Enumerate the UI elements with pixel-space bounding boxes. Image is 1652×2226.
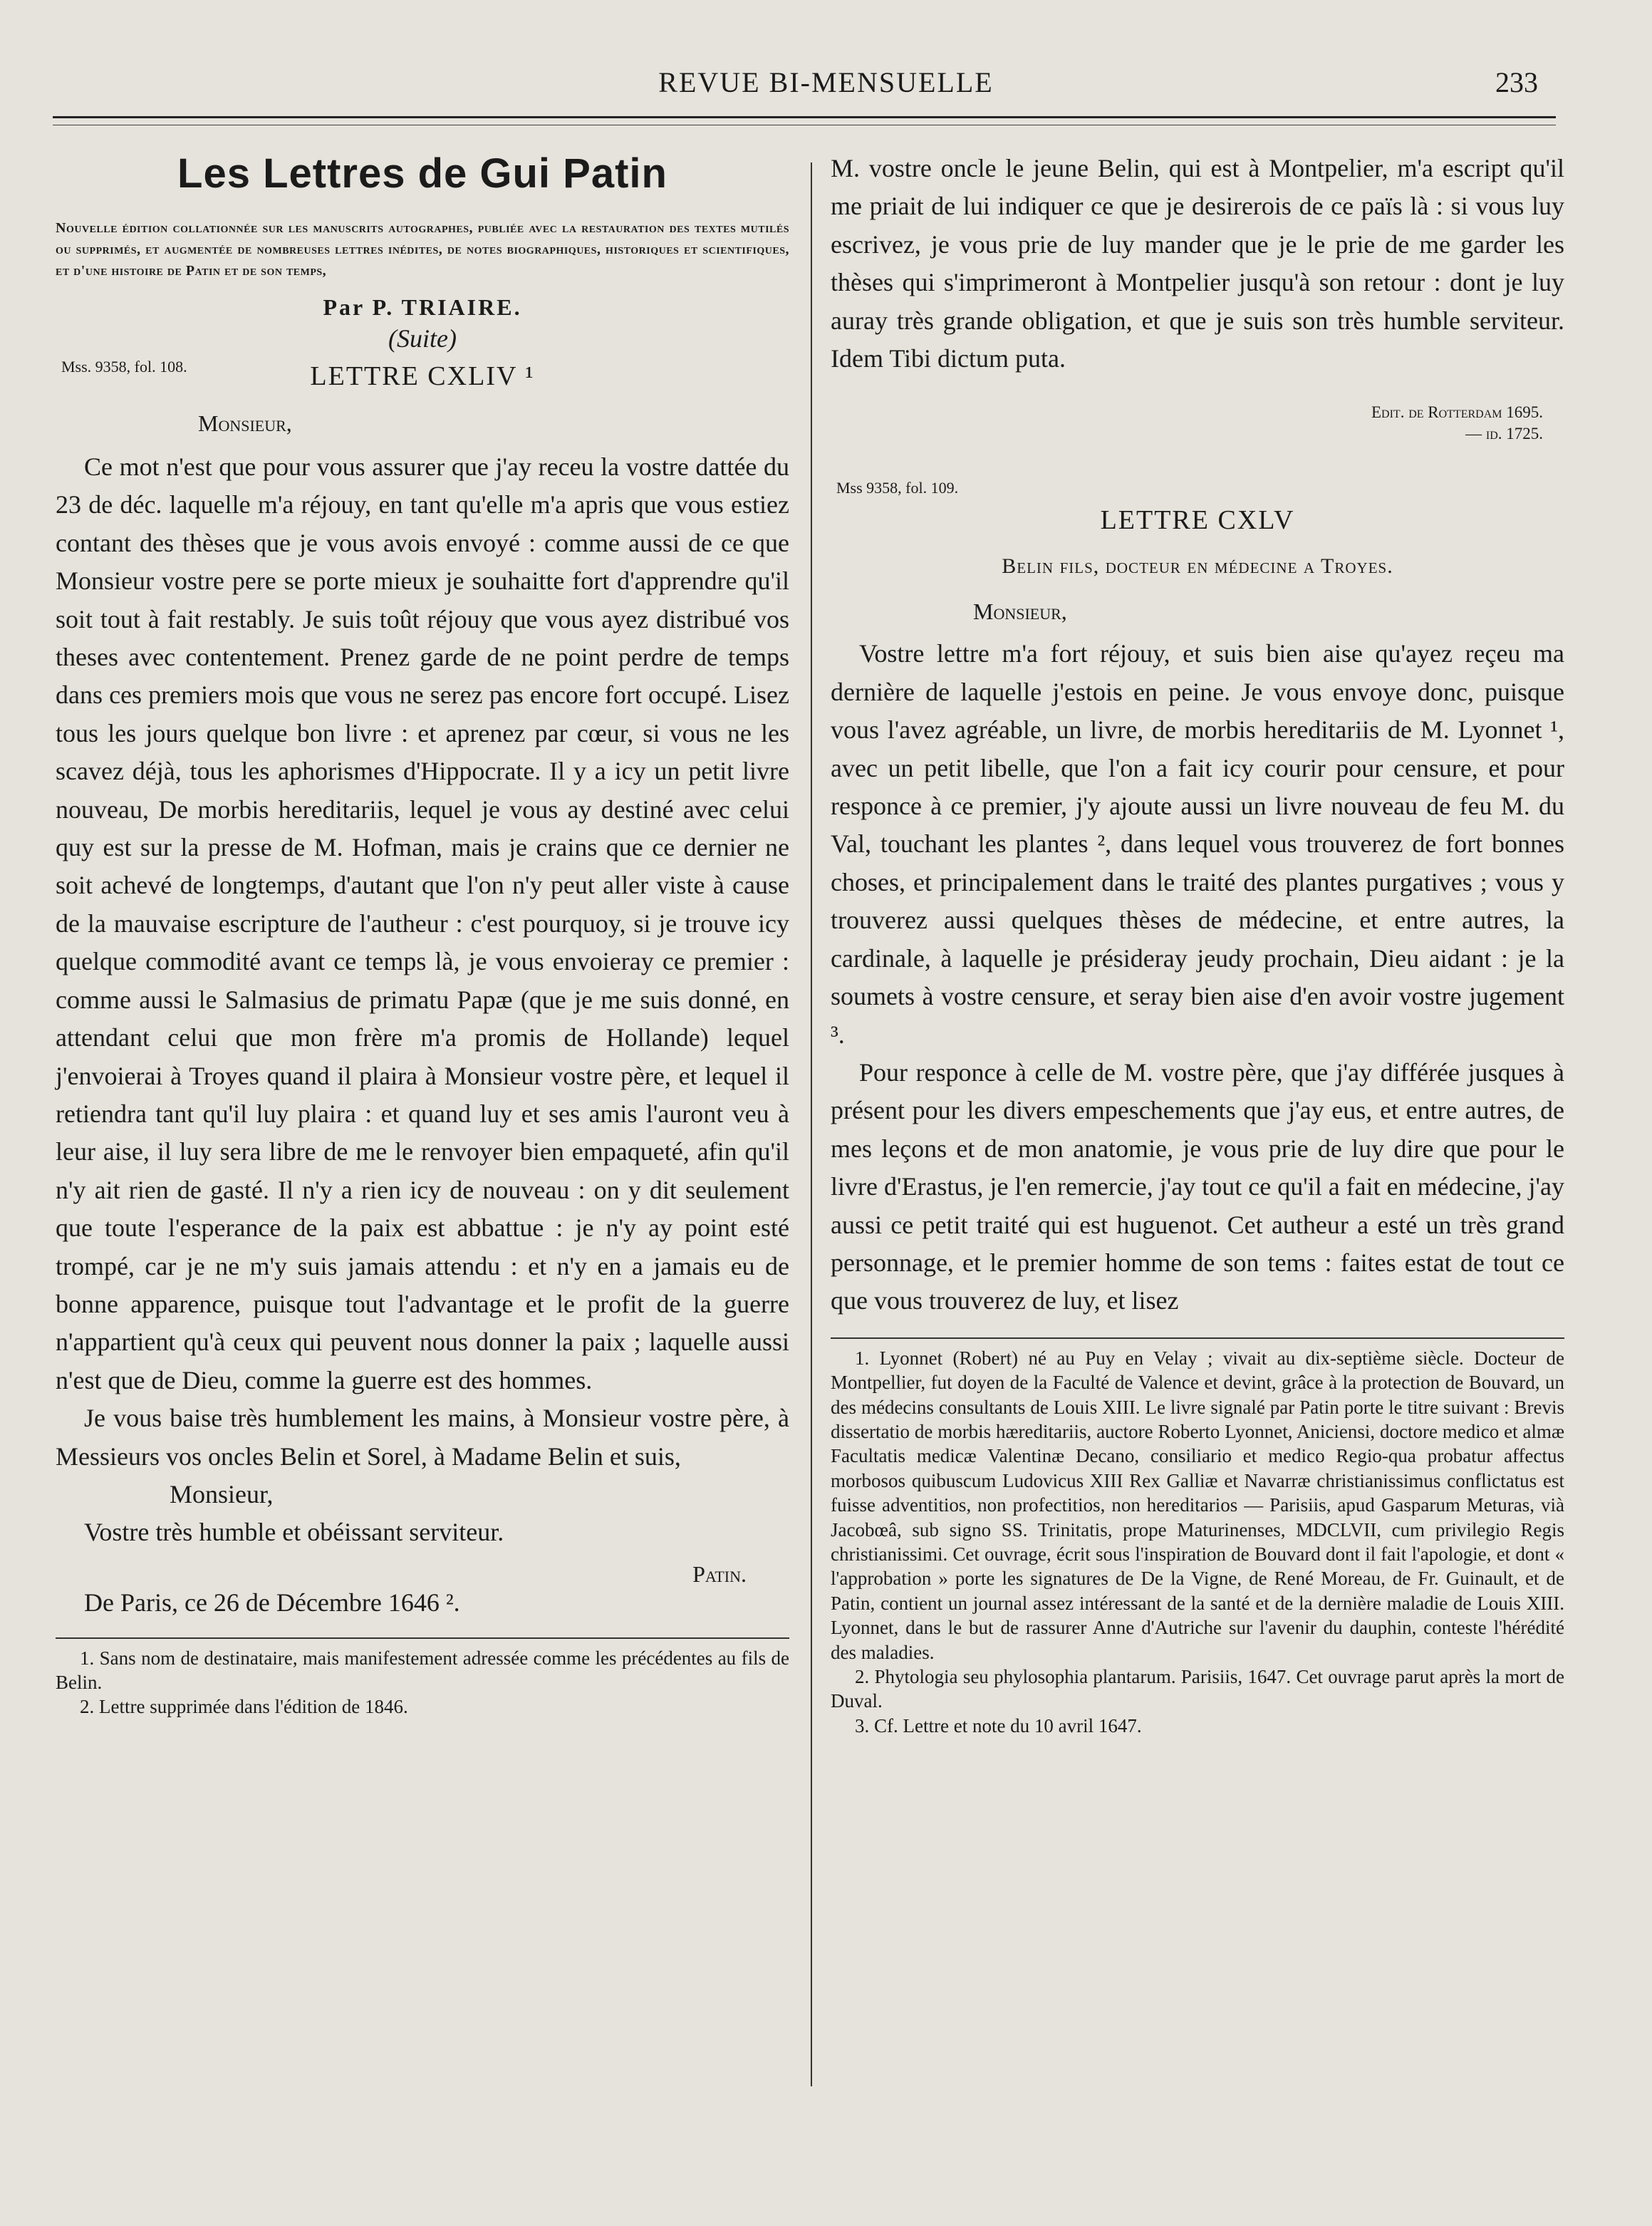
- left-column: [56, 150, 789, 1719]
- edition-reference: Edit. de Rotterdam 1695.: [1371, 403, 1543, 422]
- footnote-rule: [56, 1637, 789, 1639]
- letter-144-title: LETTRE CXLIV ¹: [310, 361, 535, 391]
- column-divider: [811, 162, 812, 2086]
- letter-145-title: LETTRE CXLV: [1100, 505, 1295, 536]
- letter-144-closing: [56, 1476, 789, 1551]
- closing-salutation: Monsieur,: [170, 1479, 274, 1508]
- right-column: [831, 150, 1564, 1738]
- letter-144-paragraph: Je vous baise très humblement les mains, à Monsieur vostre père, à Messieurs vos oncles Belin et Sorel, à Madame Belin et suis,: [56, 1404, 789, 1471]
- letter-144-footnotes: [56, 1646, 789, 1719]
- footnote: 1. Sans nom de destinataire, mais manifestement adressée comme les précédentes au fils de Belin.: [56, 1647, 789, 1693]
- letter-144-continuation: [831, 150, 1564, 378]
- letter-145-body: [831, 635, 1564, 1320]
- closing-formula: Vostre très humble et obéissant serviteur.: [84, 1517, 504, 1546]
- manuscript-reference: Mss. 9358, fol. 108.: [61, 358, 187, 376]
- letter-144-heading-row: [56, 353, 789, 403]
- article-title: Les Lettres de Gui Patin: [177, 150, 667, 197]
- footnote-rule: [831, 1337, 1564, 1339]
- letter-144-body: [56, 448, 789, 1476]
- manuscript-reference: Mss 9358, fol. 109.: [836, 479, 959, 497]
- header-rule: [53, 116, 1556, 118]
- edition-references: [831, 402, 1543, 445]
- edition-note: Nouvelle édition collationnée sur les manuscrits autographes, publiée avec la restauration des textes mutilés ou supprimés, et augmentée de nombreuses lettres inédites, de notes biographiques, historiques et scientifiques, et d'une histoire de Patin et de son temps,: [56, 220, 789, 279]
- letter-145-footnotes: [831, 1346, 1564, 1739]
- author-byline: Par P. TRIAIRE.: [323, 294, 522, 320]
- signature: Patin.: [692, 1560, 747, 1587]
- continuation-paragraph: M. vostre oncle le jeune Belin, qui est à Montpelier, m'a escript qu'il me priait de lui indiquer ce que je desirerois de ce païs là : si vous luy escrivez, je vous prie de luy mander que je le prie de me garder les thèses qui s'imprimeront à Montpelier jusqu'à son retour : dont je luy auray très grande obligation, et que je suis son très humble serviteur. Idem Tibi dictum puta.: [831, 154, 1564, 373]
- footnote: 2. Lettre supprimée dans l'édition de 1846.: [80, 1695, 408, 1717]
- place-date: De Paris, ce 26 de Décembre 1646 ².: [84, 1588, 460, 1617]
- footnote: 3. Cf. Lettre et note du 10 avril 1647.: [855, 1714, 1142, 1736]
- letter-145-paragraph: Pour responce à celle de M. vostre père, que j'ay différée jusques à présent pour les divers empeschements que j'ay eus, et entre autres, de mes leçons et de mon anatomie, je vous prie de luy dire que pour le livre d'Erastus, je l'en remercie, j'ay tout ce qu'il a fait en médecine, j'ay aussi ce petit traité qui est huguenot. Cet autheur a esté un très grand personnage, et le premier homme de son tems : faites estat de tout ce que vous trouverez de luy, et lisez: [831, 1057, 1565, 1315]
- page-number: 233: [1495, 66, 1538, 98]
- edition-reference: — id. 1725.: [1465, 425, 1543, 443]
- letter-145-addressee: Belin fils, docteur en médecine a Troyes.: [1002, 554, 1393, 579]
- footnote: 1. Lyonnet (Robert) né au Puy en Velay ; vivait au dix-septième siècle. Docteur de Montpellier, fut doyen de la Faculté de Valence et devint, grâce à la protection de Bouvard, un des médecins consultants de Louis XIII. Le livre signalé par Patin porte le titre suivant : Brevis dissertatio de morbis hæreditariis, auctore Roberto Lyonnet, Aniciensi, doctore medico et almæ Facultatis medicæ Valentinæ Decano, consiliario et medico Regio-qua probatur affectus morbosos quibuscum Ludovicus XIII Rex Galliæ et Navarræ christianissimus conflictatus est fuisse adventitios, non profectitios, non hereditarios — Parisiis, apud Gasparum Meturas, vià Jacobœâ, sub signo SS. Trinitatis, prope Maturinenses, MDCLVII, cum privilegio Regis christianissimi. Cet ouvrage, écrit sous l'inspiration de Bouvard dont il fait l'apologie, et dont « l'approbation » porte les signatures de De la Vigne, de René Moreau, de Fr. Guinault, et de Patin, contient un journal assez intéressant de la santé et de la dernière maladie de Louis XIII. Lyonnet, dans le but de rassurer Anne d'Autriche sur l'avenir du dauphin, conteste l'hérédité des maladies.: [831, 1347, 1564, 1663]
- footnote: 2. Phytologia seu phylosophia plantarum. Parisiis, 1647. Cet ouvrage parut après la mort de Duval.: [831, 1666, 1564, 1712]
- letter-144-paragraph: Ce mot n'est que pour vous assurer que j'ay receu la vostre dattée du 23 de déc. laquelle m'a réjouy, en tant qu'elle m'a apris que vous estiez contant des thèses que je vous avois envoyé : comme aussi de ce que Monsieur vostre pere se porte mieux je souhaitte fort d'apprendre qu'il soit tout à fait restably. Je suis toût réjouy que vous ayez distribué vos theses avec contentement. Prenez garde de ne point perdre de temps dans ces premiers mois que vous ne serez pas encore fort occupé. Lisez tous les jours quelque bon livre : et aprenez par cœur, si vous ne les scavez déjà, tous les aphorismes d'Hippocrate. Il y a icy un petit livre nouveau, De morbis hereditariis, lequel je vous ay destiné avec celui quy est sur la presse de M. Hofman, mais je crains que ce dernier ne soit achevé de longtemps, d'autant que l'on n'y peut aller viste à cause de la mauvaise escripture de l'autheur : c'est pourquoy, si je trouve icy quelque commodité avant ce temps là, je vous envoieray ce premier : comme aussi le Salmasius de primatu Papæ (que je me suis donné, en attendant celui que mon frère m'a promis de Hollande) lequel j'envoierai à Troyes quand il plaira à Monsieur vostre père, et lequel il retiendra tant qu'il luy plaira : et quand luy et ses amis l'auront veu à leur aise, il luy sera libre de me le renvoyer bien empaqueté, afin qu'il n'y ait rien de gasté. Il n'y a rien icy de nouveau : on y dit seulement que toute l'esperance de la paix est abbattue : je n'y ay point esté trompé, car je ne m'y suis jamais attendu : et n'y en a jamais eu de bonne apparence, puisque tout l'advantage et le profit de la guerre n'appartient qu'à ceux qui peuvent nous donner la paix ; laquelle aussi n'est que de Dieu, comme la guerre est des hommes.: [56, 452, 789, 1394]
- continuation-label: (Suite): [388, 324, 457, 353]
- letter-144-salutation: Monsieur,: [198, 410, 292, 436]
- letter-145-paragraph: Vostre lettre m'a fort réjouy, et suis bien aise qu'ayez reçeu ma dernière de laquelle j'estois en peine. Je vous envoye donc, puisque vous l'avez agréable, un livre, de morbis hereditariis de M. Lyonnet ¹, avec un petit libelle, que l'on a fait icy courir pour censure, et pour responce à ce premier, j'y ajoute aussi un livre nouveau de feu M. du Val, touchant les plantes ², dans lequel vous trouverez de fort bonnes choses, et principalement dans le traité des plantes purgatives ; vous y trouverez aussi quelques thèses de médecine, et entre autres, la cardinale, à laquelle je présideray jeudy prochain, Dieu aidant : je la soumets à vostre censure, et seray bien aise d'en avoir vostre jugement ³.: [831, 639, 1564, 1049]
- running-head: REVUE BI-MENSUELLE: [658, 66, 994, 98]
- letter-145-salutation: Monsieur,: [973, 599, 1067, 625]
